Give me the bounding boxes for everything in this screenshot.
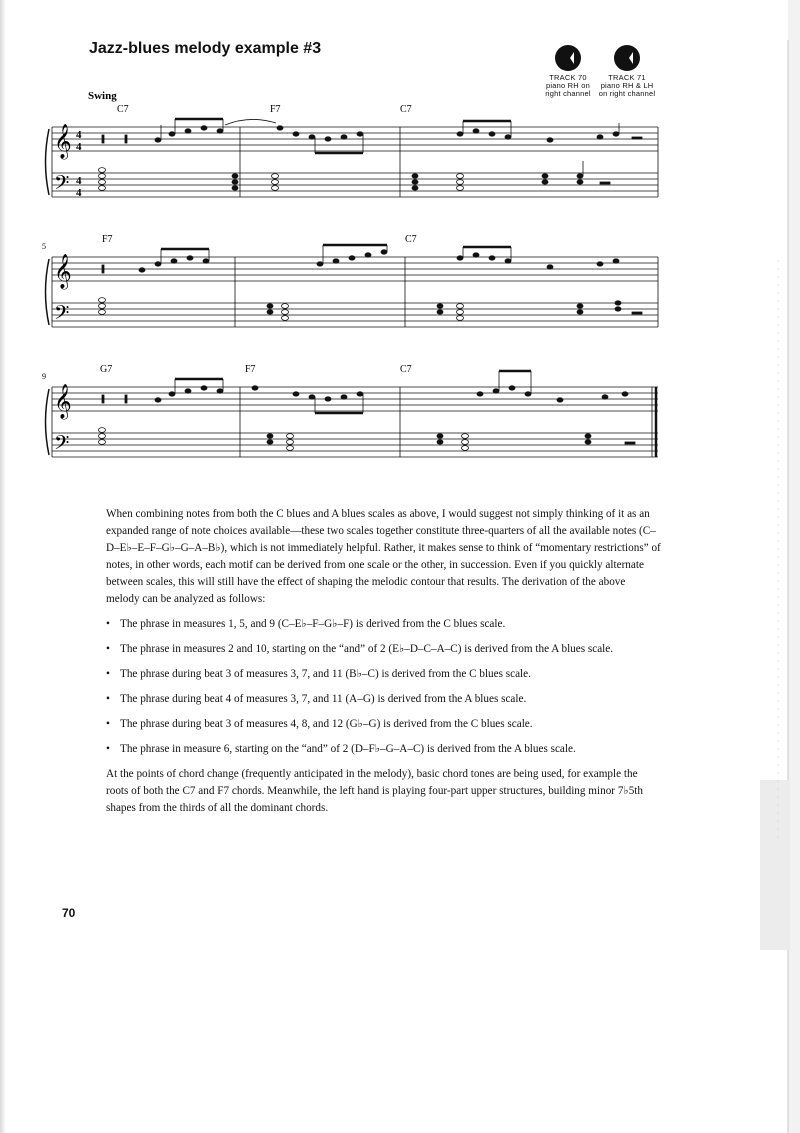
- svg-text:4: 4: [76, 175, 82, 187]
- score-system-3: [42, 364, 658, 459]
- score-system-1: [46, 90, 659, 199]
- intro-paragraph: When combining notes from both the C blues and A blues scales as above, I would suggest not simply thinking of it as an expanded range of note choices available—these two scales together constitute three-quarters of all the available notes (C–D–E♭–E–F–G♭–G–A–B♭), which is not immediately helpful. Rather, it makes sense to think of “momentary restrictions” of notes, in other words, each motif can be derived from one scale or the other, in succession. Even if you quickly alternate between scales, this will still have the effect of shaping the melodic contour that results. The derivation of the above melody can be analyzed as follows:: [106, 508, 661, 605]
- svg-text:𝄞: 𝄞: [54, 255, 72, 288]
- treble-clef: 𝄞: [54, 125, 72, 158]
- list-item: • The phrase in measures 1, 5, and 9 (C–E♭–F–G♭–F) is derived from the C blues scale.: [106, 616, 661, 633]
- track-desc-2: on right channel: [598, 89, 656, 98]
- music-score: [40, 85, 670, 475]
- cd-audio-icon: [555, 45, 581, 71]
- svg-text:4: 4: [76, 129, 82, 141]
- chord-symbol: C7: [400, 364, 412, 375]
- track-desc-1: piano RH on: [546, 81, 590, 90]
- chord-symbol: C7: [405, 234, 417, 245]
- chord-symbol: C7: [400, 104, 412, 115]
- chord-symbol: F7: [102, 234, 113, 245]
- list-item: • The phrase in measure 6, starting on the “and” of 2 (D–F♭–G–A–C) is derived from the A blues scale.: [106, 741, 661, 758]
- cd-audio-icon: [614, 45, 640, 71]
- closing-paragraph: At the points of chord change (frequently anticipated in the melody), basic chord tones are being used, for example the roots of both the C7 and F7 chords. Meanwhile, the left hand is playing four-part upper structures, building minor 7♭5th shapes from the thirds of all the dominant chords.: [106, 768, 643, 814]
- chord-symbol: G7: [100, 364, 113, 375]
- track-number: TRACK 71: [608, 73, 646, 82]
- list-item: • The phrase in measures 2 and 10, starting on the “and” of 2 (E♭–D–C–A–C) is derived from the A blues scale.: [106, 641, 661, 658]
- list-item: • The phrase during beat 3 of measures 4, 8, and 12 (G♭–G) is derived from the C blues scale.: [106, 716, 661, 733]
- chord-symbol: F7: [270, 104, 281, 115]
- score-system-2: [42, 234, 658, 329]
- measure-number: 5: [42, 242, 46, 251]
- page-number: 70: [62, 906, 76, 920]
- svg-text:4: 4: [76, 187, 82, 199]
- list-item: • The phrase during beat 4 of measures 3, 7, and 11 (A–G) is derived from the A blues scale.: [106, 691, 661, 708]
- svg-text:𝄢: 𝄢: [54, 433, 70, 459]
- chord-symbol: F7: [245, 364, 256, 375]
- svg-text:4: 4: [76, 141, 82, 153]
- track-desc-2: right channel: [545, 89, 591, 98]
- list-item: • The phrase during beat 3 of measures 3, 7, and 11 (B♭–C) is derived from the C blues scale.: [106, 666, 661, 683]
- track-desc-1: piano RH & LH: [600, 81, 654, 90]
- svg-text:𝄞: 𝄞: [54, 385, 72, 418]
- track-number: TRACK 70: [549, 73, 587, 82]
- body-text: [106, 506, 661, 825]
- page-edge-shadow: [0, 0, 6, 1133]
- bullet-list: [106, 616, 661, 758]
- svg-text:𝄢: 𝄢: [54, 303, 70, 329]
- bass-clef: 𝄢: [54, 173, 70, 199]
- tempo-marking: Swing: [88, 90, 117, 102]
- measure-number: 9: [42, 372, 46, 381]
- page-title: Jazz-blues melody example #3: [89, 40, 322, 57]
- chord-symbol: C7: [117, 104, 129, 115]
- scan-edge-noise: [680, 0, 800, 1133]
